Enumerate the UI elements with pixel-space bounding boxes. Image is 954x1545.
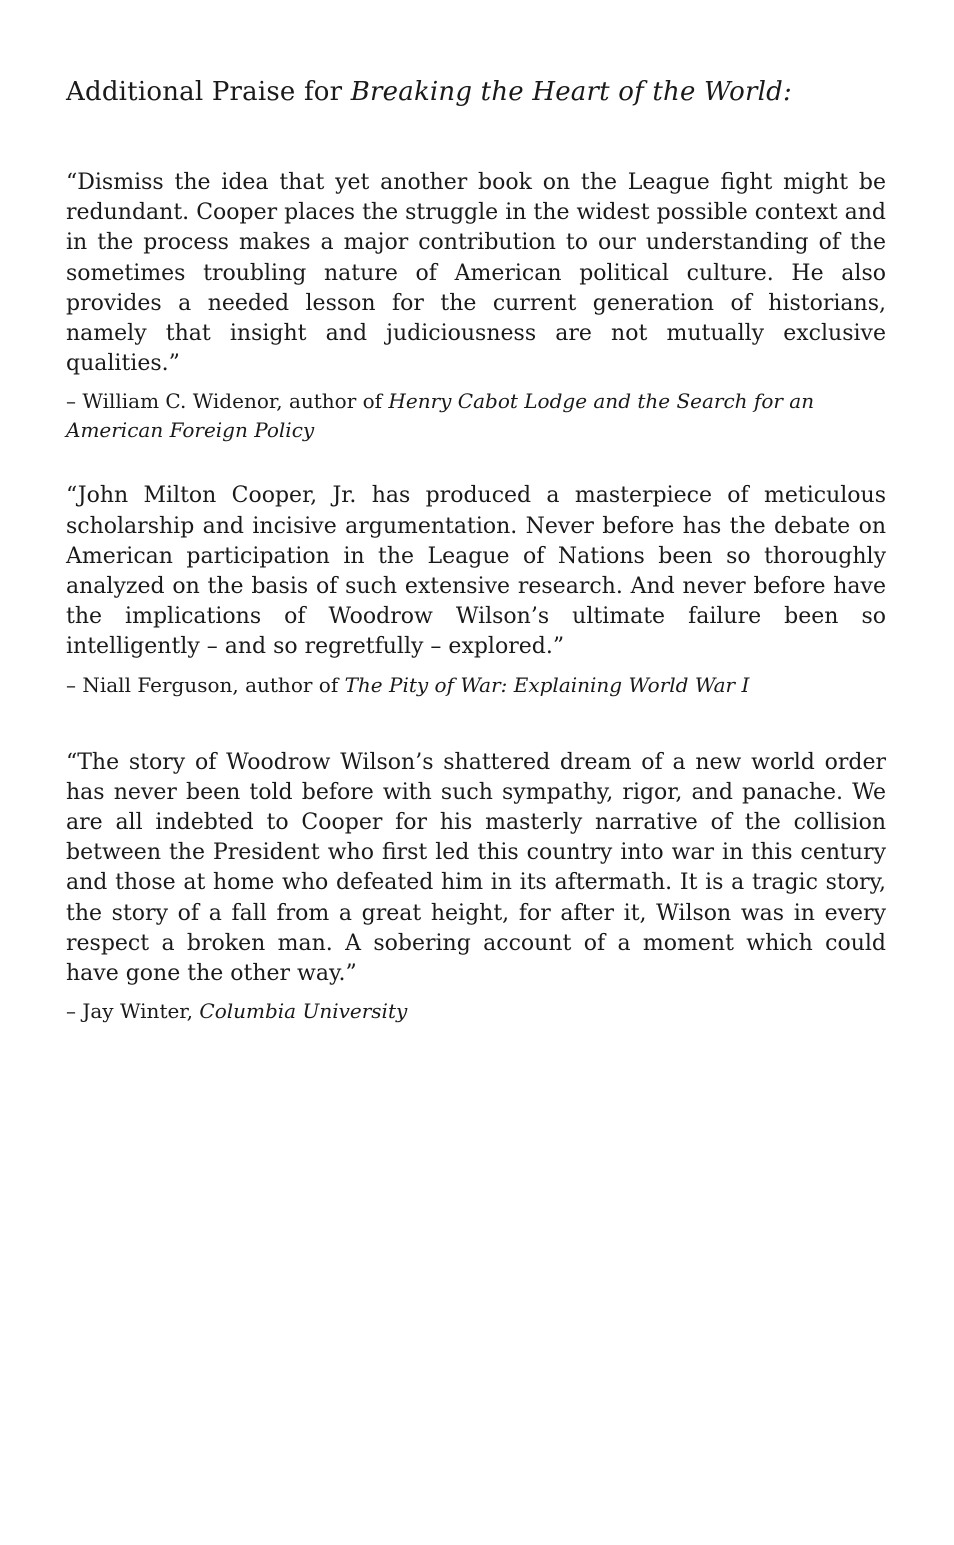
heading-book-title: Breaking the Heart of the World: — [350, 77, 792, 107]
praise-page — [66, 72, 886, 1062]
praise-quote: “Dismiss the idea that yet another book on the League fight might be redundant. Cooper places the struggle in the widest possible context and in the process makes a major contribution to our understanding of the sometimes troubling nature of American political culture. He also provides a needed lesson for the current generation of historians, namely that insight and judiciousness are not mutually exclusive qualities.” — [66, 170, 886, 377]
heading-prefix: Additional Praise for — [66, 77, 351, 107]
praise-attribution — [66, 671, 886, 700]
praise-attribution — [66, 997, 886, 1026]
page-heading — [66, 72, 886, 112]
praise-block-1 — [66, 168, 886, 445]
attribution-author: – Jay Winter, — [66, 999, 200, 1024]
attribution-work: Columbia University — [199, 999, 408, 1024]
praise-quote: “The story of Woodrow Wilson’s shattered dream of a new world order has never been told before with such sympathy, rigor, and panache. We are all indebted to Cooper for his masterly narrative of the collision between the President who first led this country into war in this century and those at home who defeated him in its aftermath. It is a tragic story, the story of a fall from a great height, for after it, Wilson was in every respect a broken man. A sobering account of a moment which could have gone the other way.” — [66, 749, 886, 987]
praise-block-2 — [66, 481, 886, 699]
praise-block-3 — [66, 748, 886, 1027]
attribution-author: – Niall Ferguson, author of — [66, 672, 345, 697]
praise-attribution — [66, 387, 886, 445]
attribution-work: Henry Cabot Lodge and the Search for an American Foreign Policy — [66, 389, 815, 443]
attribution-work: The Pity of War: Explaining World War I — [344, 672, 750, 697]
praise-quote: “John Milton Cooper, Jr. has produced a masterpiece of meticulous scholarship and incisive argumentation. Never before has the debate on American participation in the League of Nations been so thoroughly analyzed on the basis of such extensive research. And never before have the implications of Woodrow Wilson’s ultimate failure been so intelligently – and so regretfully – explored.” — [66, 483, 886, 660]
attribution-author: – William C. Widenor, author of — [66, 389, 389, 414]
